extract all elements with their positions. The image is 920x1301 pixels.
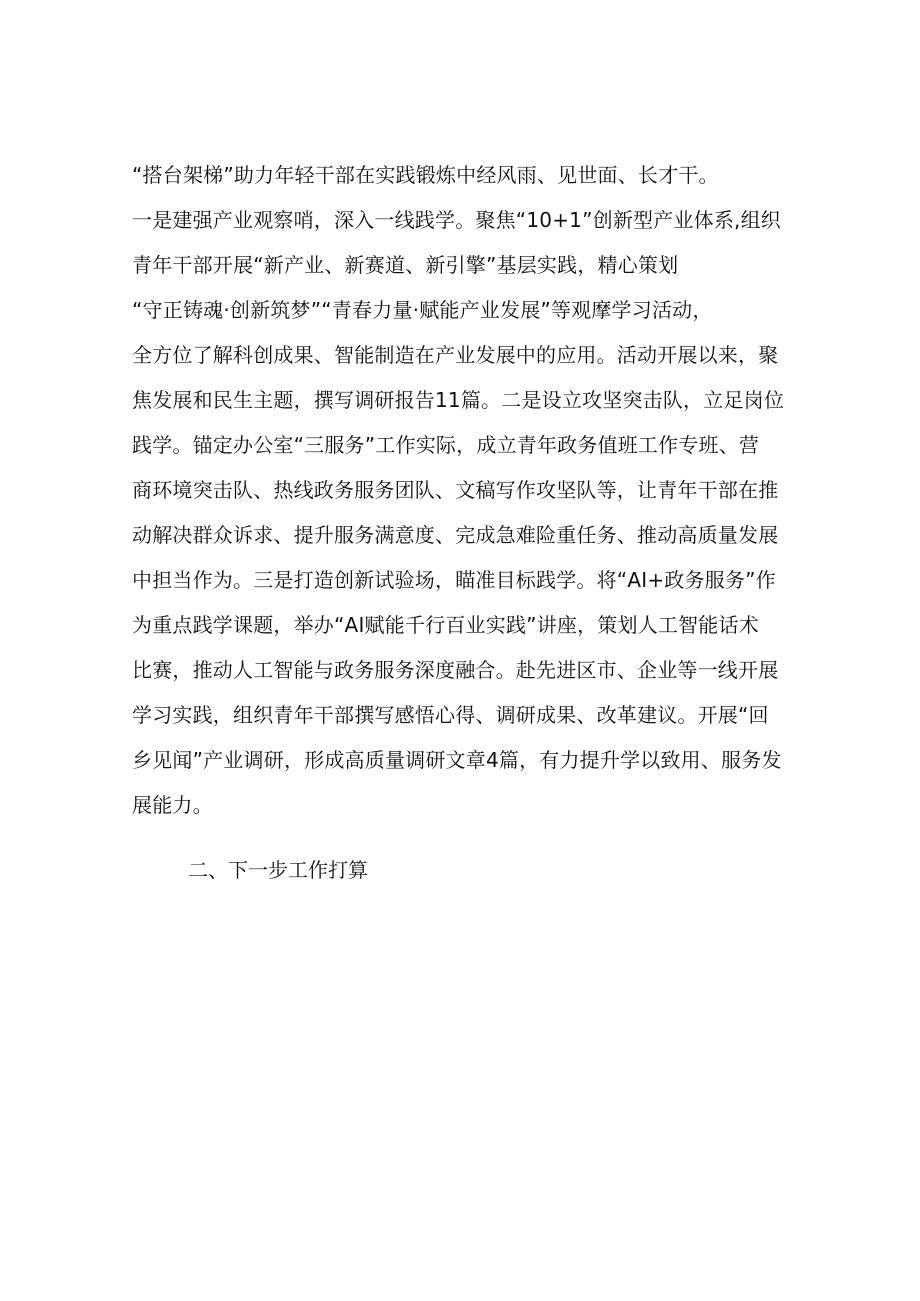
paragraph-line-10: 中担当作为。三是打造创新试验场，瞄准目标践学。将“AI+政务服务”作: [132, 568, 776, 592]
paragraph-line-4: “守正铸魂·创新筑梦”“青春力量·赋能产业发展”等观摩学习活动，: [132, 298, 713, 322]
section-heading: 二、下一步工作打算: [188, 858, 368, 882]
paragraph-line-2: 一是建强产业观察哨，深入一线践学。聚焦“10+1”创新型产业体系,组织: [132, 208, 782, 232]
paragraph-line-5: 全方位了解科创成果、智能制造在产业发展中的应用。活动开展以来，聚: [132, 343, 779, 367]
paragraph-line-3: 青年干部开展“新产业、新赛道、新引擎”基层实践，精心策划: [132, 253, 679, 277]
paragraph-line-7: 践学。锚定办公室“三服务”工作实际，成立青年政务值班工作专班、营: [132, 433, 760, 457]
paragraph-line-1: “搭台架梯”助力年轻干部在实践锻炼中经风雨、见世面、长才干。: [132, 163, 719, 187]
paragraph-line-14: 乡见闻”产业调研，形成高质量调研文章4篇，有力提升学以致用、服务发: [132, 748, 782, 772]
paragraph-line-13: 学习实践，组织青年干部撰写感悟心得、调研成果、改革建议。开展“回: [132, 703, 769, 727]
paragraph-line-6: 焦发展和民生主题，撰写调研报告11篇。二是设立攻坚突击队，立足岗位: [132, 388, 785, 412]
paragraph-line-8: 商环境突击队、热线政务服务团队、文稿写作攻坚队等，让青年干部在推: [132, 478, 779, 502]
paragraph-line-9: 动解决群众诉求、提升服务满意度、完成急难险重任务、推动高质量发展: [132, 523, 779, 547]
paragraph-line-11: 为重点践学课题，举办“AI赋能千行百业实践”讲座，策划人工智能话术: [132, 613, 759, 637]
paragraph-line-15: 展能力。: [132, 793, 213, 817]
paragraph-line-12: 比赛，推动人工智能与政务服务深度融合。赴先进区市、企业等一线开展: [132, 658, 779, 682]
